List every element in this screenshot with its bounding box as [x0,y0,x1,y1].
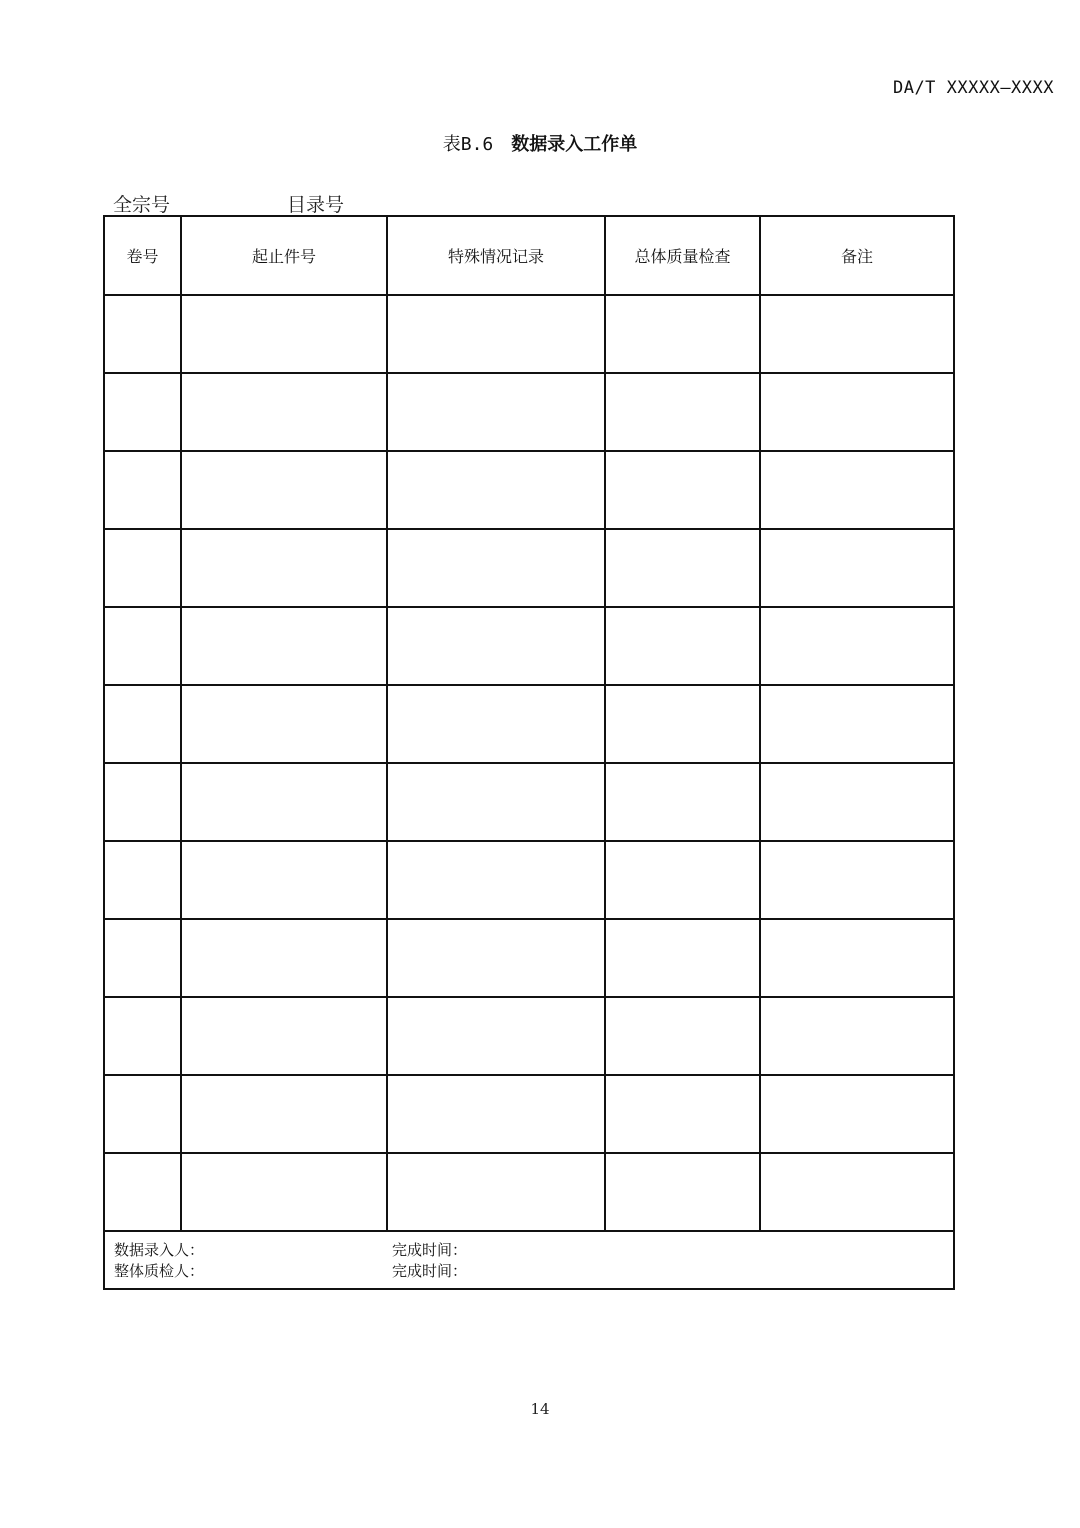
special-notes-cell[interactable] [387,529,605,607]
signature-cell [104,1231,954,1289]
volume-no-cell[interactable] [104,919,181,997]
quality-check-cell[interactable] [605,1075,760,1153]
quality-check-cell[interactable] [605,451,760,529]
quality-check-cell[interactable] [605,997,760,1075]
quality-check-cell[interactable] [605,295,760,373]
table-title-text: 数据录入工作单 [511,134,638,155]
quanzong-label: 全宗号 [113,194,171,216]
special-notes-cell[interactable] [387,919,605,997]
remarks-cell[interactable] [760,529,954,607]
table-row [104,919,954,997]
entry-time-label: 完成时间： [392,1240,468,1259]
table-row [104,1153,954,1231]
item-range-cell[interactable] [181,607,387,685]
mulu-blank[interactable] [346,194,431,217]
quality-check-cell[interactable] [605,607,760,685]
quality-check-cell[interactable] [605,763,760,841]
standard-code: DA/T XXXXX—XXXX [892,78,1054,98]
column-header-item-range: 起止件号 [181,216,387,295]
quality-check-cell[interactable] [605,919,760,997]
volume-no-cell[interactable] [104,841,181,919]
special-notes-cell[interactable] [387,763,605,841]
volume-no-cell[interactable] [104,295,181,373]
volume-no-cell[interactable] [104,685,181,763]
remarks-cell[interactable] [760,841,954,919]
remarks-cell[interactable] [760,295,954,373]
item-range-cell[interactable] [181,841,387,919]
table-row [104,997,954,1075]
quality-check-cell[interactable] [605,529,760,607]
volume-no-cell[interactable] [104,763,181,841]
special-notes-cell[interactable] [387,685,605,763]
special-notes-cell[interactable] [387,1153,605,1231]
quality-check-cell[interactable] [605,1153,760,1231]
quanzong-field [113,190,265,217]
volume-no-cell[interactable] [104,1075,181,1153]
column-header-special-notes: 特殊情况记录 [387,216,605,295]
column-header-volume-no: 卷号 [104,216,181,295]
volume-no-cell[interactable] [104,451,181,529]
special-notes-cell[interactable] [387,607,605,685]
special-notes-cell[interactable] [387,373,605,451]
mulu-field [287,190,431,217]
remarks-cell[interactable] [760,1153,954,1231]
volume-no-cell[interactable] [104,607,181,685]
table-row [104,451,954,529]
special-notes-cell[interactable] [387,1075,605,1153]
table-title [0,130,1080,156]
special-notes-cell[interactable] [387,841,605,919]
table-body [104,295,954,1231]
table-row [104,1075,954,1153]
item-range-cell[interactable] [181,295,387,373]
remarks-cell[interactable] [760,997,954,1075]
special-notes-cell[interactable] [387,295,605,373]
item-range-cell[interactable] [181,685,387,763]
item-range-cell[interactable] [181,1075,387,1153]
check-time-label: 完成时间： [392,1261,468,1280]
entry-person-label: 数据录入人： [114,1240,205,1259]
item-range-cell[interactable] [181,997,387,1075]
item-range-cell[interactable] [181,1153,387,1231]
volume-no-cell[interactable] [104,529,181,607]
table-number: 表B.6 [442,134,494,155]
remarks-cell[interactable] [760,451,954,529]
volume-no-cell[interactable] [104,373,181,451]
table-row [104,373,954,451]
table-row [104,607,954,685]
item-range-cell[interactable] [181,529,387,607]
data-entry-table [103,215,955,1290]
table-row [104,529,954,607]
table-header-row [104,216,954,295]
check-person-label: 整体质检人： [114,1261,205,1280]
quality-check-cell[interactable] [605,841,760,919]
mulu-label: 目录号 [287,194,345,216]
remarks-cell[interactable] [760,1075,954,1153]
volume-no-cell[interactable] [104,997,181,1075]
table-row [104,763,954,841]
header-fields [113,190,431,217]
remarks-cell[interactable] [760,373,954,451]
remarks-cell[interactable] [760,607,954,685]
remarks-cell[interactable] [760,919,954,997]
item-range-cell[interactable] [181,451,387,529]
remarks-cell[interactable] [760,685,954,763]
quality-check-cell[interactable] [605,373,760,451]
special-notes-cell[interactable] [387,997,605,1075]
item-range-cell[interactable] [181,919,387,997]
page-number: 14 [530,1400,550,1418]
table-row [104,685,954,763]
item-range-cell[interactable] [181,763,387,841]
quality-check-cell[interactable] [605,685,760,763]
remarks-cell[interactable] [760,763,954,841]
column-header-remarks: 备注 [760,216,954,295]
column-header-quality-check: 总体质量检查 [605,216,760,295]
table-row [104,295,954,373]
special-notes-cell[interactable] [387,451,605,529]
table-footer-row [104,1231,954,1289]
table-row [104,841,954,919]
item-range-cell[interactable] [181,373,387,451]
quanzong-blank[interactable] [172,194,265,217]
signature-grid [114,1240,953,1281]
volume-no-cell[interactable] [104,1153,181,1231]
